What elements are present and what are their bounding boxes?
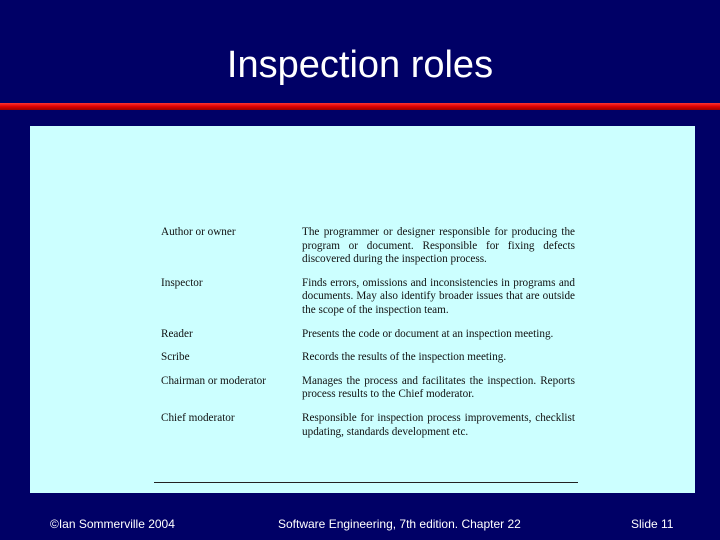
role-description: Responsible for inspection process improvements, checklist updating, standards development etc.: [302, 411, 575, 438]
title-underline: [0, 103, 720, 110]
role-name: Inspector: [161, 276, 203, 289]
role-name: Scribe: [161, 351, 190, 364]
role-description: Records the results of the inspection meeting.: [302, 351, 507, 364]
role-name: Author or owner: [161, 226, 236, 238]
roles-table: [161, 226, 575, 449]
role-name: Reader: [161, 327, 193, 340]
table-bottom-rule: [154, 482, 578, 483]
footer-book-title: Software Engineering, 7th edition. Chapter 22: [278, 517, 521, 531]
slide-title: Inspection roles: [226, 44, 494, 86]
table-row: [161, 375, 575, 402]
table-row: [161, 351, 575, 365]
table-row: [161, 277, 575, 318]
role-description: Finds errors, omissions and inconsistencies in programs and documents. May also identify broader issues that are outside the scope of the inspection team.: [302, 276, 575, 316]
footer-slide-number: Slide 11: [631, 517, 674, 531]
role-description: Manages the process and facilitates the inspection. Reports process results to the Chief moderator.: [302, 374, 575, 401]
role-description: Presents the code or document at an inspection meeting.: [302, 327, 554, 340]
footer-copyright: ©Ian Sommerville 2004: [50, 517, 175, 531]
table-row: [161, 226, 575, 267]
table-row: [161, 328, 575, 342]
table-row: [161, 412, 575, 439]
content-panel: [30, 126, 695, 493]
role-description: The programmer or designer responsible for producing the program or document. Responsible for fixing defects discovered during the inspection process.: [302, 226, 575, 266]
role-name: Chairman or moderator: [161, 374, 267, 387]
role-name: Chief moderator: [161, 411, 235, 424]
